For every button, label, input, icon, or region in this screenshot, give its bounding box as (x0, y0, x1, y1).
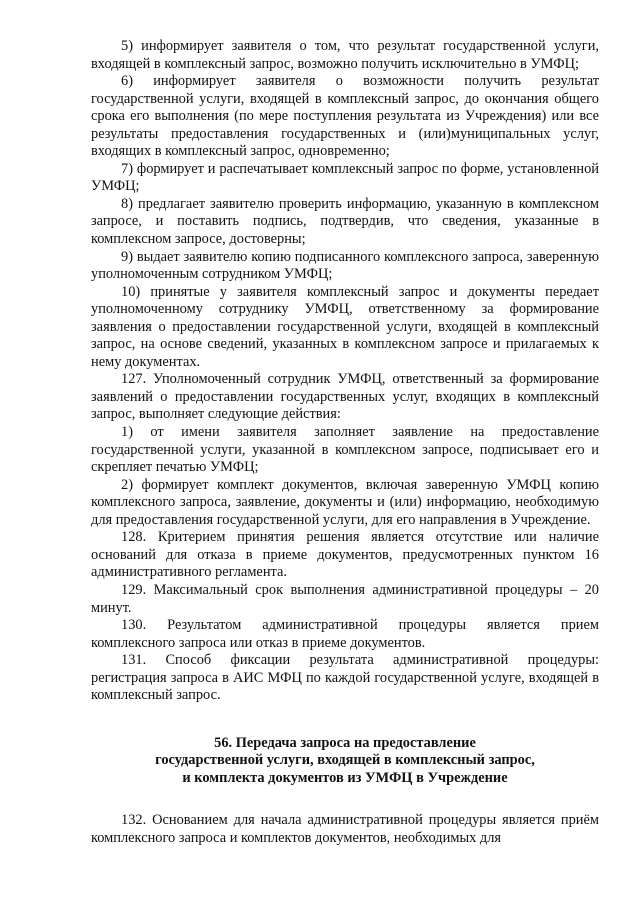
section-heading-line-2: государственной услуги, входящей в комплексный запрос, (155, 752, 535, 769)
clause-129: 129. Максимальный срок выполнения административной процедуры – 20 минут. (91, 581, 599, 616)
list-item-5: 5) информирует заявителя о том, что результат государственной услуги, входящей в комплексный запрос, возможно получить исключительно в УМФЦ; (91, 38, 599, 72)
clause-127-item-1: 1) от имени заявителя заполняет заявление на предоставление государственной услуги, указанной в комплексном запросе, подписывает его и скрепляет печатью УМФЦ; (91, 424, 599, 476)
clause-131: 131. Способ фиксации результата административной процедуры: регистрация запроса в АИС МФЦ по каждой государственной услуге, входящей в комплексный запрос. (91, 652, 599, 704)
clause-127-item-2: 2) формирует комплект документов, включая заверенную УМФЦ копию комплексного запроса, заявление, документы и (или) информацию, необходимую для предоставления государственной услуги, для его направления в Учреждение. (91, 476, 599, 528)
list-item-9: 9) выдает заявителю копию подписанного комплексного запроса, заверенную уполномоченным сотрудником УМФЦ; (91, 248, 599, 283)
section-heading-line-1: 56. Передача запроса на предоставление (214, 734, 476, 751)
list-item-7: 7) формирует и распечатывает комплексный запрос по форме, установленной УМФЦ; (91, 160, 599, 195)
clause-130: 130. Результатом административной процедуры является прием комплексного запроса или отказ в приеме документов. (91, 617, 599, 651)
clause-128: 128. Критерием принятия решения является отсутствие или наличие оснований для отказа в приеме документов, предусмотренных пунктом 16 административного регламента. (91, 529, 599, 581)
clause-127: 127. Уполномоченный сотрудник УМФЦ, ответственный за формирование заявлений о предоставлении государственных услуг, входящих в комплексный запрос, выполняет следующие действия: (91, 371, 599, 423)
section-heading-56 (91, 735, 599, 788)
list-item-10: 10) принятые у заявителя комплексный запрос и документы передает уполномоченному сотруднику УМФЦ, ответственному за формирование заявления о предоставлении государственной услуги, входящей в комплексный запрос, на основе сведений, указанных в комплексном запросе и прилагаемых к нему документах. (91, 283, 599, 370)
document-page (91, 38, 599, 848)
list-item-6: 6) информирует заявителя о возможности получить результат государственной услуги, входящей в комплексный запрос, до окончания общего срока его выполнения (по мере поступления результата из Учреждения) или все результаты предоставления государственных и (или)муниципальных услуг, входящих в комплексный запрос, одновременно; (91, 73, 599, 160)
clause-132: 132. Основанием для начала административной процедуры является приём комплексного запроса и комплектов документов, необходимых для (91, 812, 599, 846)
section-heading-line-3: и комплекта документов из УМФЦ в Учреждение (182, 769, 508, 786)
list-item-8: 8) предлагает заявителю проверить информацию, указанную в комплексном запросе, и поставить подпись, подтвердив, что сведения, указанные в комплексном запросе, достоверны; (91, 195, 599, 248)
